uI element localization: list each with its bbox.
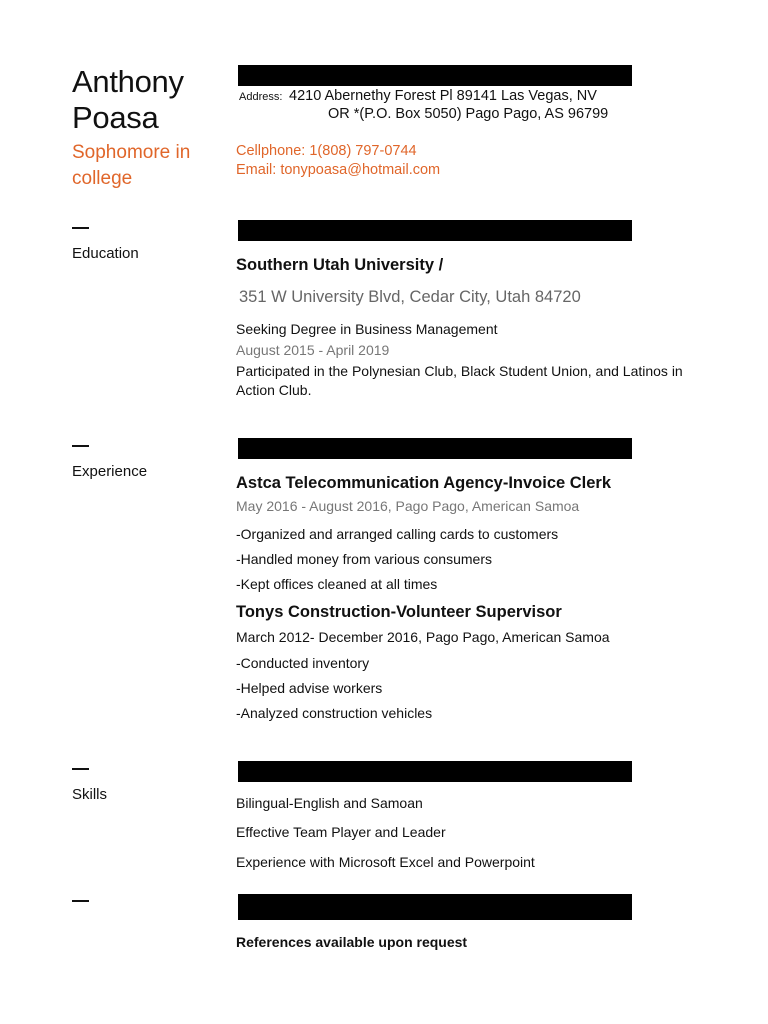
last-name: Poasa bbox=[72, 100, 159, 135]
subtitle: Sophomore in college bbox=[72, 142, 191, 189]
section-dash-education bbox=[72, 227, 89, 229]
job-title: Astca Telecommunication Agency-Invoice Clerk bbox=[236, 474, 612, 492]
job-title: Tonys Construction-Volunteer Supervisor bbox=[236, 603, 562, 621]
address-line-2: OR *(P.O. Box 5050) Pago Pago, AS 96799 bbox=[328, 106, 609, 122]
address-line-1: 4210 Abernethy Forest Pl 89141 Las Vegas, NV bbox=[289, 88, 597, 104]
job-dates: March 2012- December 2016, Pago Pago, American Samoa bbox=[236, 629, 610, 645]
job-duty: -Handled money from various consumers bbox=[236, 551, 492, 567]
email: Email: tonypoasa@hotmail.com bbox=[236, 162, 441, 178]
section-dash-experience bbox=[72, 445, 89, 447]
section-dash-skills bbox=[72, 768, 89, 770]
section-label-skills: Skills bbox=[72, 786, 108, 803]
job-duty: -Organized and arranged calling cards to customers bbox=[236, 526, 559, 542]
job-duty: -Helped advise workers bbox=[236, 680, 383, 696]
skill-item: Bilingual-English and Samoan bbox=[236, 795, 423, 811]
skill-item: Effective Team Player and Leader bbox=[236, 824, 446, 840]
education-activities: Participated in the Polynesian Club, Black Student Union, and Latinos in Action Club. bbox=[236, 363, 683, 398]
section-label-experience: Experience bbox=[72, 463, 148, 480]
section-dash-references bbox=[72, 900, 89, 902]
redaction-bar-contact bbox=[238, 65, 632, 86]
references-note: References available upon request bbox=[236, 934, 468, 950]
degree: Seeking Degree in Business Management bbox=[236, 321, 498, 337]
redaction-bar-education bbox=[238, 220, 632, 241]
job-duty: -Conducted inventory bbox=[236, 655, 370, 671]
first-name: Anthony bbox=[72, 64, 184, 99]
redaction-bar-references bbox=[238, 894, 632, 920]
address-label: Address: bbox=[239, 91, 283, 103]
job-duty: -Analyzed construction vehicles bbox=[236, 705, 433, 721]
skill-item: Experience with Microsoft Excel and Powerpoint bbox=[236, 854, 535, 870]
job-duty: -Kept offices cleaned at all times bbox=[236, 576, 438, 592]
cellphone: Cellphone: 1(808) 797-0744 bbox=[236, 143, 417, 159]
school-name: Southern Utah University / bbox=[236, 256, 444, 274]
section-label-education: Education bbox=[72, 245, 139, 262]
job-dates: May 2016 - August 2016, Pago Pago, American Samoa bbox=[236, 498, 580, 514]
name-heading bbox=[72, 64, 184, 136]
redaction-bar-skills bbox=[238, 761, 632, 782]
education-dates: August 2015 - April 2019 bbox=[236, 342, 390, 358]
redaction-bar-experience bbox=[238, 438, 632, 459]
school-address: 351 W University Blvd, Cedar City, Utah 84720 bbox=[239, 288, 581, 306]
